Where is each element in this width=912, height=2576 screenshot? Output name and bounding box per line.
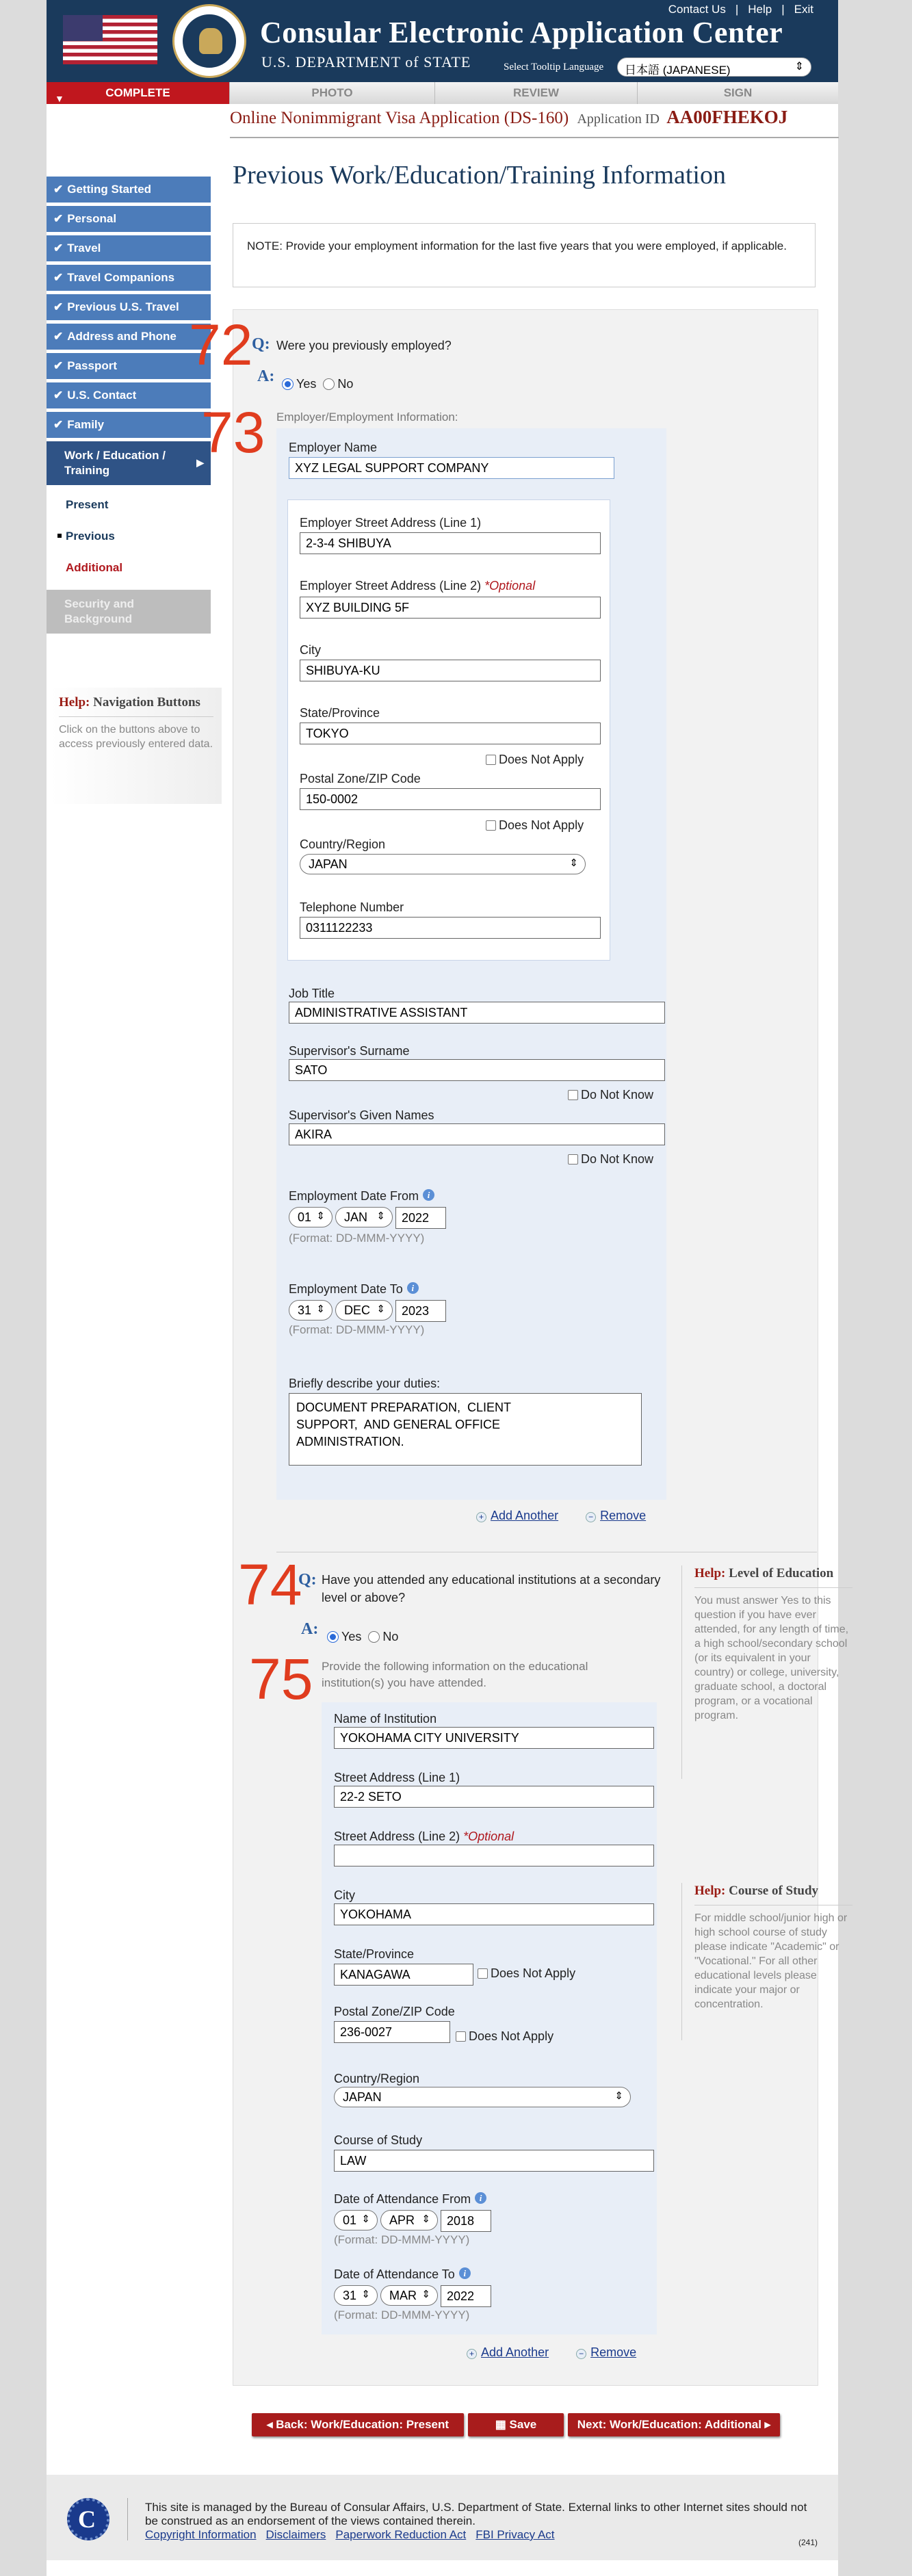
plus-icon: + bbox=[476, 1512, 486, 1522]
site-subtitle: U.S. DEPARTMENT of STATE bbox=[261, 53, 471, 70]
attendance-to-month-select[interactable]: MAR ⇕ bbox=[380, 2285, 438, 2306]
school-zip-label: Postal Zone/ZIP Code bbox=[334, 2005, 455, 2018]
save-icon: ▦ bbox=[495, 2418, 506, 2431]
q-label: Q: bbox=[298, 1571, 317, 1589]
checkbox-icon bbox=[568, 1154, 578, 1165]
school-street2-input[interactable] bbox=[334, 1845, 654, 1866]
school-country-label: Country/Region bbox=[334, 2072, 420, 2085]
employer-street2-input[interactable]: XYZ BUILDING 5F bbox=[300, 597, 601, 619]
checkbox-icon bbox=[456, 2031, 466, 2042]
chevron-updown-icon: ⇕ bbox=[421, 2213, 430, 2225]
info-icon[interactable]: i bbox=[475, 2192, 486, 2204]
save-button[interactable]: ▦ Save bbox=[468, 2413, 564, 2436]
check-icon: ✔ bbox=[53, 330, 64, 343]
attendance-from-label: Date of Attendance From i bbox=[334, 2192, 486, 2207]
sidebar-nav bbox=[47, 177, 211, 634]
help-link[interactable]: Help bbox=[748, 3, 772, 16]
chevron-updown-icon: ⇕ bbox=[316, 1210, 325, 1222]
school-zip-na-checkbox[interactable]: Does Not Apply bbox=[456, 2029, 553, 2044]
chevron-updown-icon: ⇕ bbox=[376, 1210, 385, 1222]
triangle-right-icon: ▶ bbox=[196, 457, 204, 468]
add-another-school-button[interactable]: + Add Another bbox=[467, 2345, 549, 2360]
consular-logo-icon: C bbox=[67, 2498, 109, 2540]
checkbox-icon bbox=[568, 1090, 578, 1100]
supervisor-given-input[interactable]: AKIRA bbox=[289, 1123, 665, 1145]
check-icon: ✔ bbox=[53, 418, 64, 431]
annotation-72: 72 bbox=[189, 313, 253, 377]
department-seal-icon bbox=[172, 4, 246, 78]
employer-phone-label: Telephone Number bbox=[300, 900, 404, 914]
q-label: Q: bbox=[252, 335, 270, 353]
employer-zip-label: Postal Zone/ZIP Code bbox=[300, 772, 421, 785]
institution-name-label: Name of Institution bbox=[334, 1712, 437, 1726]
attendance-to-year-input[interactable]: 2022 bbox=[441, 2285, 491, 2307]
sidebar-item-travel-companions[interactable]: ✔ Travel Companions bbox=[47, 265, 211, 291]
employment-to-year-input[interactable]: 2023 bbox=[395, 1300, 446, 1322]
copyright-link[interactable]: Copyright Information bbox=[145, 2528, 257, 2541]
employer-city-input[interactable]: SHIBUYA-KU bbox=[300, 660, 601, 681]
chevron-updown-icon: ⇕ bbox=[614, 2090, 623, 2102]
sidebar-item-getting-started[interactable]: ✔ Getting Started bbox=[47, 177, 211, 203]
check-icon: ✔ bbox=[53, 212, 64, 225]
employer-state-na-checkbox[interactable]: Does Not Apply bbox=[486, 753, 584, 767]
radio-no[interactable] bbox=[368, 1631, 380, 1643]
current-marker-icon bbox=[57, 534, 62, 538]
language-value: 日本語 (JAPANESE) bbox=[625, 64, 731, 77]
attended-education-radios: Yes No bbox=[327, 1630, 398, 1644]
school-street2-label: Street Address (Line 2) *Optional bbox=[334, 1830, 514, 1843]
school-street1-label: Street Address (Line 1) bbox=[334, 1771, 460, 1784]
step-review: REVIEW bbox=[435, 82, 638, 104]
employer-zip-input[interactable]: 150-0002 bbox=[300, 788, 601, 810]
employer-state-label: State/Province bbox=[300, 706, 380, 720]
top-links: Contact Us | Help | Exit bbox=[668, 3, 813, 16]
info-icon[interactable]: i bbox=[459, 2267, 471, 2279]
help-title: Level of Education bbox=[729, 1566, 834, 1580]
employer-country-select[interactable]: JAPAN ⇕ bbox=[300, 854, 586, 874]
help-label: Help: bbox=[59, 695, 90, 710]
paperwork-reduction-link[interactable]: Paperwork Reduction Act bbox=[335, 2528, 467, 2541]
question-attended-education: Have you attended any educational institutions at a secondary level or above? bbox=[322, 1573, 661, 1604]
application-name: Online Nonimmigrant Visa Application (DS-160) bbox=[230, 109, 569, 127]
employer-name-label: Employer Name bbox=[289, 441, 378, 454]
help-text: For middle school/junior high or high school course of study please indicate "Academic" or "Vocational." For all other educational levels please indicate your major or concentration. bbox=[694, 1912, 848, 2010]
sidebar-subitem-additional[interactable]: Additional bbox=[66, 561, 123, 574]
employer-phone-input[interactable]: 0311122233 bbox=[300, 917, 601, 939]
institution-name-input[interactable]: YOKOHAMA CITY UNIVERSITY bbox=[334, 1727, 654, 1749]
page bbox=[47, 0, 849, 2576]
radio-no[interactable] bbox=[323, 378, 335, 390]
info-icon[interactable]: i bbox=[407, 1282, 419, 1294]
checkbox-icon bbox=[478, 1968, 488, 1979]
annotation-74: 74 bbox=[238, 1552, 302, 1617]
exit-link[interactable]: Exit bbox=[794, 3, 813, 16]
chevron-updown-icon: ⇕ bbox=[376, 1303, 385, 1315]
sidebar-item-us-contact[interactable]: ✔ U.S. Contact bbox=[47, 382, 211, 408]
employer-street1-input[interactable]: 2-3-4 SHIBUYA bbox=[300, 532, 601, 554]
date-format-hint: (Format: DD-MMM-YYYY) bbox=[289, 1232, 425, 1245]
education-add-remove bbox=[467, 2345, 636, 2360]
attendance-from-year-input[interactable]: 2018 bbox=[441, 2210, 491, 2232]
question-previously-employed: Were you previously employed? bbox=[276, 339, 452, 352]
arrow-down-icon: ▼ bbox=[55, 93, 64, 104]
help-text: Click on the buttons above to access previously entered data. bbox=[59, 724, 213, 750]
school-country-select[interactable]: JAPAN ⇕ bbox=[334, 2087, 631, 2107]
check-icon: ✔ bbox=[53, 359, 64, 372]
attendance-to-label: Date of Attendance To i bbox=[334, 2267, 471, 2282]
remove-school-button[interactable]: − Remove bbox=[576, 2345, 636, 2360]
help-course-of-study bbox=[681, 1883, 852, 2040]
check-icon: ✔ bbox=[53, 389, 64, 402]
checkbox-icon bbox=[486, 755, 496, 765]
sidebar-subitem-present[interactable]: Present bbox=[66, 498, 109, 511]
school-state-input[interactable]: KANAGAWA bbox=[334, 1964, 473, 1986]
a-label: A: bbox=[301, 1620, 319, 1638]
employment-to-day-select[interactable]: 31 ⇕ bbox=[289, 1300, 333, 1320]
site-header bbox=[47, 0, 838, 82]
checkbox-icon bbox=[486, 820, 496, 831]
annotation-75: 75 bbox=[249, 1647, 313, 1711]
page-code: (241) bbox=[798, 2538, 818, 2547]
step-sign: SIGN bbox=[638, 82, 838, 104]
help-title: Navigation Buttons bbox=[93, 695, 200, 710]
sidebar-item-travel[interactable]: ✔ Travel bbox=[47, 235, 211, 261]
employer-country-label: Country/Region bbox=[300, 837, 386, 851]
sidebar-item-security-background: Security and Background bbox=[47, 590, 211, 634]
supervisor-surname-input[interactable]: SATO bbox=[289, 1059, 665, 1081]
step-photo: PHOTO bbox=[230, 82, 435, 104]
sidebar-subitem-previous[interactable]: Previous bbox=[47, 520, 211, 551]
school-zip-input[interactable]: 236-0027 bbox=[334, 2021, 450, 2043]
tooltip-language-label: Select Tooltip Language bbox=[504, 62, 604, 73]
supervisor-given-dnk-checkbox[interactable]: Do Not Know bbox=[568, 1152, 653, 1167]
info-icon[interactable]: i bbox=[423, 1189, 434, 1201]
help-label: Help: bbox=[694, 1566, 726, 1580]
job-title-input[interactable]: ADMINISTRATIVE ASSISTANT bbox=[289, 1002, 665, 1024]
employment-from-year-input[interactable]: 2022 bbox=[395, 1207, 446, 1229]
employer-street1-label: Employer Street Address (Line 1) bbox=[300, 516, 482, 530]
previously-employed-radios: Yes No bbox=[282, 377, 353, 391]
date-format-hint: (Format: DD-MMM-YYYY) bbox=[334, 2308, 470, 2321]
employment-to-label: Employment Date To i bbox=[289, 1282, 419, 1297]
attendance-from-month-select[interactable]: APR ⇕ bbox=[380, 2210, 438, 2230]
attendance-to-day-select[interactable]: 31 ⇕ bbox=[334, 2285, 378, 2306]
help-navigation-buttons bbox=[51, 688, 222, 804]
attendance-from-day-select[interactable]: 01 ⇕ bbox=[334, 2210, 378, 2230]
employer-state-input[interactable]: TOKYO bbox=[300, 723, 601, 744]
sidebar-item-passport[interactable]: ✔ Passport bbox=[47, 353, 211, 379]
radio-yes[interactable] bbox=[327, 1631, 339, 1643]
employer-name-input[interactable]: XYZ LEGAL SUPPORT COMPANY bbox=[289, 457, 614, 479]
application-id-label: Application ID bbox=[577, 112, 660, 127]
appbar-divider bbox=[230, 137, 839, 138]
minus-icon: − bbox=[576, 2349, 586, 2359]
employment-from-month-select[interactable]: JAN ⇕ bbox=[335, 1207, 393, 1227]
job-title-label: Job Title bbox=[289, 987, 335, 1000]
check-icon: ✔ bbox=[53, 271, 64, 284]
add-another-employer-button[interactable]: + Add Another bbox=[476, 1509, 558, 1523]
plus-icon: + bbox=[467, 2349, 477, 2359]
help-title: Course of Study bbox=[729, 1884, 819, 1898]
help-label: Help: bbox=[694, 1884, 726, 1898]
footer-links bbox=[145, 2528, 555, 2542]
note-box: NOTE: Provide your employment information for the last five years that you were employed, if applicable. bbox=[233, 223, 816, 287]
application-bar bbox=[230, 107, 787, 128]
step-complete: ▼ COMPLETE bbox=[47, 82, 230, 104]
chevron-updown-icon: ⇕ bbox=[569, 857, 578, 869]
back-button[interactable]: ◂ Back: Work/Education: Present bbox=[252, 2413, 464, 2436]
footer bbox=[47, 2475, 838, 2560]
school-street1-input[interactable]: 22-2 SETO bbox=[334, 1786, 654, 1808]
tooltip-language-select[interactable] bbox=[617, 57, 811, 77]
employment-to-month-select[interactable]: DEC ⇕ bbox=[335, 1300, 393, 1320]
employer-add-remove bbox=[476, 1509, 646, 1523]
navigation-buttons bbox=[252, 2413, 799, 2443]
chevron-updown-icon: ⇕ bbox=[361, 2289, 370, 2300]
supervisor-surname-dnk-checkbox[interactable]: Do Not Know bbox=[568, 1088, 653, 1102]
fbi-privacy-link[interactable]: FBI Privacy Act bbox=[475, 2528, 555, 2541]
employer-section-label: Employer/Employment Information: bbox=[276, 411, 458, 424]
site-title: Consular Electronic Application Center bbox=[260, 16, 783, 49]
chevron-updown-icon: ⇕ bbox=[361, 2213, 370, 2225]
check-icon: ✔ bbox=[53, 183, 64, 196]
employer-zip-na-checkbox[interactable]: Does Not Apply bbox=[486, 818, 584, 833]
employer-street2-label: Employer Street Address (Line 2) *Optional bbox=[300, 579, 536, 593]
sidebar-item-family[interactable]: ✔ Family bbox=[47, 412, 211, 438]
employment-from-day-select[interactable]: 01 ⇕ bbox=[289, 1207, 333, 1227]
course-input[interactable]: LAW bbox=[334, 2150, 654, 2172]
school-state-label: State/Province bbox=[334, 1947, 415, 1961]
supervisor-surname-label: Supervisor's Surname bbox=[289, 1044, 410, 1058]
progress-bar bbox=[47, 82, 838, 104]
sidebar-item-previous-us-travel[interactable]: ✔ Previous U.S. Travel bbox=[47, 294, 211, 320]
annotation-73: 73 bbox=[201, 400, 265, 465]
supervisor-given-label: Supervisor's Given Names bbox=[289, 1108, 434, 1122]
page-title: Previous Work/Education/Training Information bbox=[233, 161, 726, 190]
sidebar-item-address-phone[interactable]: ✔ Address and Phone bbox=[47, 324, 211, 350]
help-text: You must answer Yes to this question if you have ever attended, for any length of time, a high school/secondary school (or its equivalent in your country) or college, university, graduate school, a doctoral program, or a vocational program. bbox=[694, 1595, 849, 1721]
us-flag-icon bbox=[63, 15, 157, 64]
employment-from-label: Employment Date From i bbox=[289, 1189, 434, 1204]
date-format-hint: (Format: DD-MMM-YYYY) bbox=[334, 2233, 470, 2246]
course-label: Course of Study bbox=[334, 2133, 423, 2147]
employer-city-label: City bbox=[300, 643, 321, 657]
chevron-updown-icon: ⇕ bbox=[794, 61, 804, 73]
check-icon: ✔ bbox=[53, 242, 64, 255]
sidebar-item-personal[interactable]: ✔ Personal bbox=[47, 206, 211, 232]
radio-yes[interactable] bbox=[282, 378, 294, 390]
school-city-input[interactable]: YOKOHAMA bbox=[334, 1903, 654, 1925]
footer-text: This site is managed by the Bureau of Consular Affairs, U.S. Department of State. External links to other Internet sites should not be construed as an endorsement of the views contained therein. bbox=[145, 2501, 807, 2527]
check-icon: ✔ bbox=[53, 300, 64, 313]
remove-employer-button[interactable]: − Remove bbox=[586, 1509, 646, 1523]
date-format-hint: (Format: DD-MMM-YYYY) bbox=[289, 1323, 425, 1336]
education-section-label: Provide the following information on the educational institution(s) you have attended. bbox=[322, 1660, 588, 1689]
sidebar-item-work-education[interactable]: Work / Education / Training ▶ bbox=[47, 441, 211, 485]
school-city-label: City bbox=[334, 1888, 355, 1902]
minus-icon: − bbox=[586, 1512, 596, 1522]
next-button[interactable]: Next: Work/Education: Additional ▸ bbox=[568, 2413, 780, 2436]
duties-label: Briefly describe your duties: bbox=[289, 1377, 441, 1390]
duties-textarea[interactable]: DOCUMENT PREPARATION, CLIENT SUPPORT, AND GENERAL OFFICE ADMINISTRATION. bbox=[289, 1393, 642, 1466]
disclaimers-link[interactable]: Disclaimers bbox=[265, 2528, 326, 2541]
help-level-of-education bbox=[681, 1565, 852, 1779]
chevron-updown-icon: ⇕ bbox=[316, 1303, 325, 1315]
a-label: A: bbox=[257, 367, 275, 385]
contact-us-link[interactable]: Contact Us bbox=[668, 3, 726, 16]
application-id: AA00FHEKOJ bbox=[666, 107, 788, 127]
chevron-updown-icon: ⇕ bbox=[421, 2289, 430, 2300]
school-state-na-checkbox[interactable]: Does Not Apply bbox=[478, 1966, 575, 1981]
